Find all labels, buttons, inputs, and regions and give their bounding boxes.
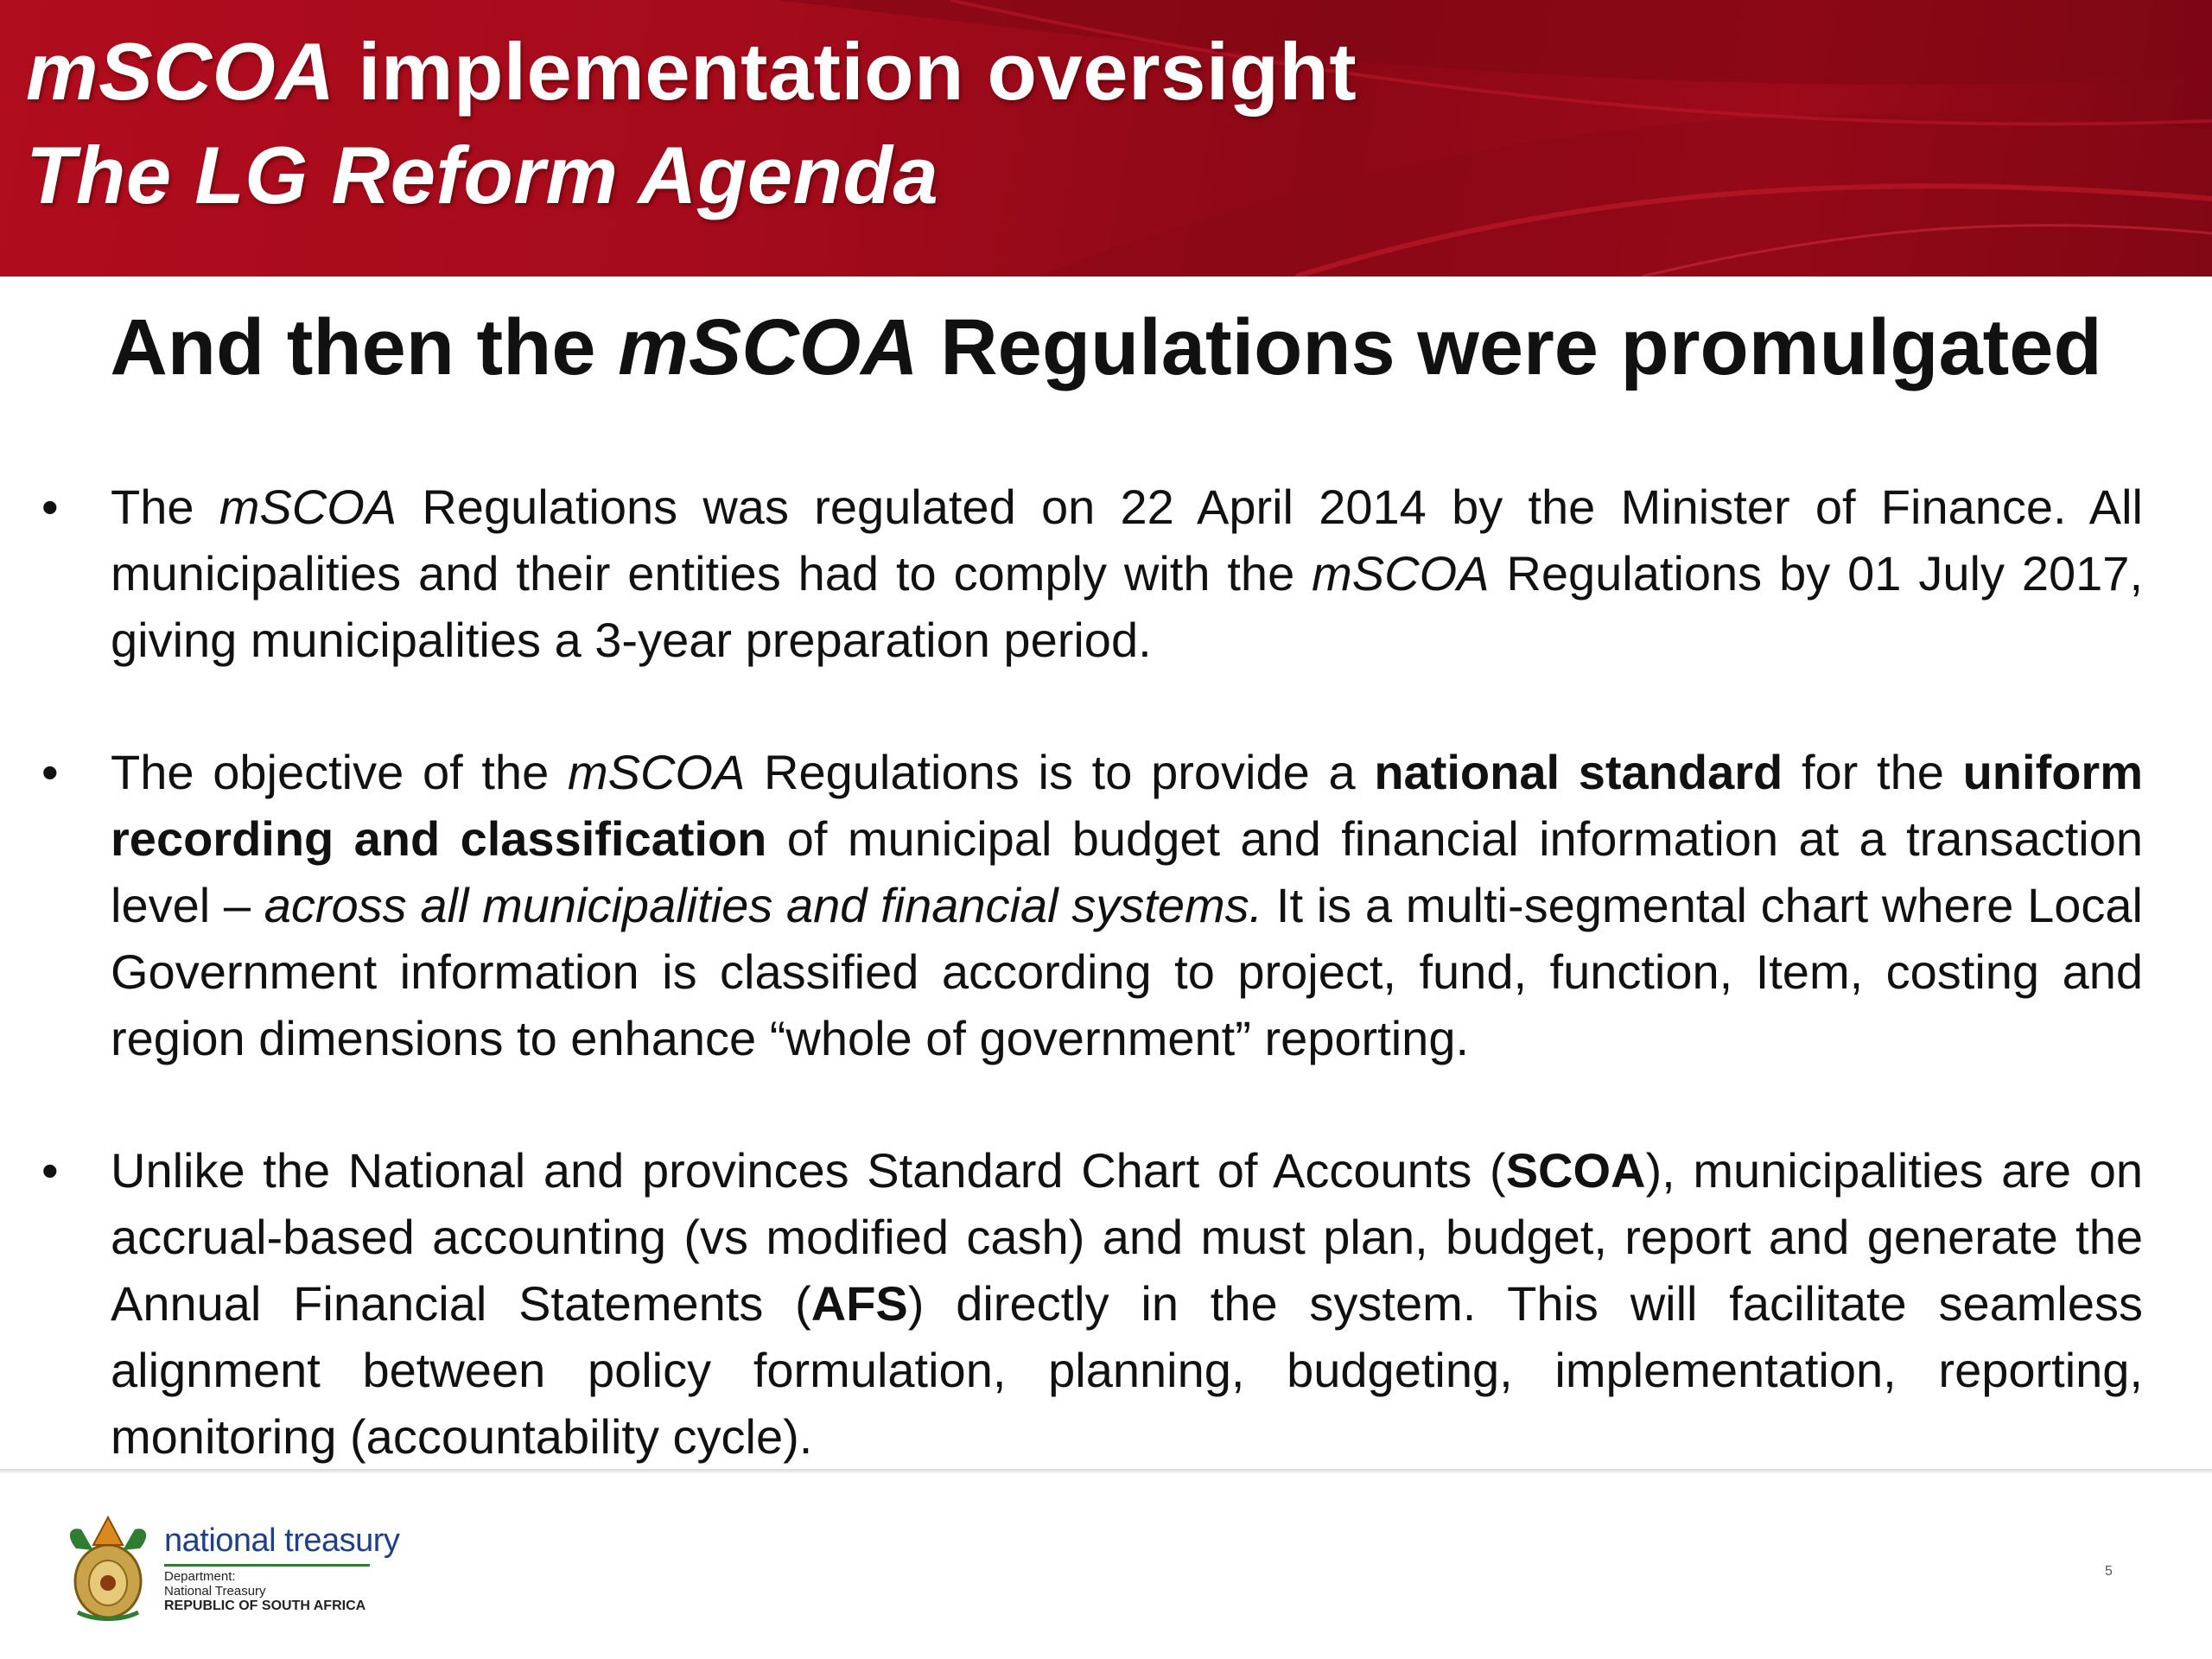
bullet-text-run: across all municipalities and financial systems. xyxy=(264,878,1263,932)
bullet-text-run: The objective of the xyxy=(111,745,568,799)
bullet-text-run: It is a multi-segmental chart where Local Government information is classified according to project, fund, function, Item, costing and region dimensions to enhance “whole of government” reporting. xyxy=(111,878,2143,1065)
bullet-item xyxy=(35,1137,2143,1470)
bullet-text-run: The xyxy=(111,480,219,534)
bullet-text xyxy=(111,739,2143,1071)
header-banner xyxy=(0,0,2212,276)
bullet-marker: • xyxy=(41,745,59,799)
footer xyxy=(0,1479,2212,1659)
bullet-text-run: of municipal budget and financial information at a transaction level – xyxy=(111,811,2143,932)
org-name: national treasury xyxy=(164,1522,400,1559)
bullet-text-run: for the xyxy=(1783,745,1963,799)
bullet-text-run: Regulations was regulated on 22 April 2014 by the Minister of Finance. All municipalities and their entities had to comply with the xyxy=(111,480,2143,601)
bullet-text xyxy=(111,1137,2143,1470)
bullet-text xyxy=(111,474,2143,673)
bullet-text-run: Unlike the National and provinces Standard Chart of Accounts ( xyxy=(111,1143,1506,1198)
org-dept-name: National Treasury xyxy=(164,1584,266,1599)
page-number: 5 xyxy=(2105,1564,2113,1579)
bullet-marker: • xyxy=(41,1143,59,1198)
bullet-text-run: Regulations is to provide a xyxy=(745,745,1375,799)
bullet-item xyxy=(35,739,2143,1071)
header-title-line1: mSCOA implementation oversight xyxy=(26,26,1357,117)
footer-divider xyxy=(0,1469,2212,1474)
bullet-item xyxy=(35,474,2143,673)
bullet-text-run: mSCOA xyxy=(1312,546,1490,601)
header-title-line2: The LG Reform Agenda xyxy=(26,130,939,220)
org-name-underline xyxy=(164,1564,370,1567)
bullet-list xyxy=(35,474,2143,1535)
bullet-text-run: mSCOA xyxy=(567,745,746,799)
bullet-text-run: ) directly in the system. This will facilitate seamless alignment between policy formulation, planning, budgeting, implementation, reporting, monitoring (accountability cycle). xyxy=(111,1276,2144,1464)
bullet-text-run: Regulations by 01 July 2017, giving municipalities a 3-year preparation period. xyxy=(111,546,2144,667)
bullet-text-run: mSCOA xyxy=(219,480,397,534)
org-dept-label: Department: xyxy=(164,1569,236,1584)
org-country: REPUBLIC OF SOUTH AFRICA xyxy=(164,1599,366,1613)
bullet-text-run: national standard xyxy=(1374,745,1783,799)
slide-title: And then the mSCOA Regulations were promulgated xyxy=(110,303,2102,391)
bullet-text-run: AFS xyxy=(810,1276,908,1331)
bullet-text-run: SCOA xyxy=(1505,1143,1646,1198)
bullet-text-run: uniform recording and classification xyxy=(111,745,2144,866)
bullet-text-run: ), municipalities are on accrual-based accounting (vs modified cash) and must plan, budget, report and generate the Annual Financial Statements ( xyxy=(111,1143,2143,1331)
bullet-marker: • xyxy=(41,480,59,534)
coat-of-arms-icon xyxy=(60,1510,156,1623)
